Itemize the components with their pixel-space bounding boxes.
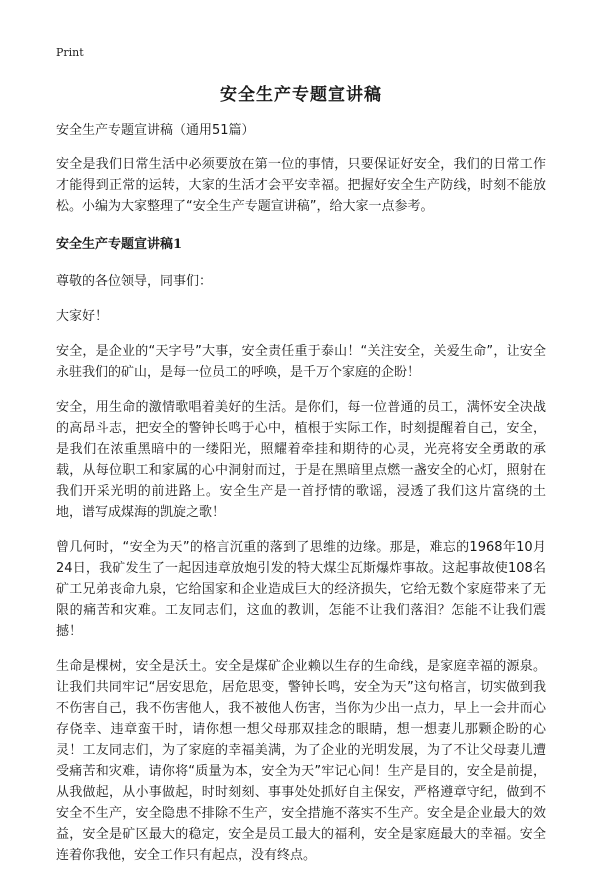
page-title: 安全生产专题宣讲稿 <box>220 85 382 105</box>
paragraph: 安全，是企业的“天字号”大事，安全责任重于泰山！“关注安全，关爱生命”，让安全永驻我们的矿山，是每一位员工的呼唤，是千万个家庭的企盼！ <box>56 344 546 380</box>
paragraph: 曾几何时，“安全为天”的格言沉重的落到了思维的边缘。那是，难忘的1968年10月24日，我矿发生了一起因违章放炮引发的特大煤尘瓦斯爆炸事故。这起事故使108名矿工兄弟丧命九泉，它给国家和企业造成巨大的经济损失，它给无数个家庭带来了无限的痛苦和灾难。工友同志们，这血的教训，怎能不让我们落泪？怎能不让我们震撼！ <box>56 540 546 639</box>
article-subtitle: 安全生产专题宣讲稿（通用51篇） <box>56 123 255 138</box>
intro-paragraph: 安全是我们日常生活中必须要放在第一位的事情，只要保证好安全，我们的日常工作才能得到正常的运转，大家的生活才会平安幸福。把握好安全生产防线，时刻不能放松。小编为大家整理了“安全生产专题宣讲稿”，给大家一点参考。 <box>56 157 546 214</box>
paragraph: 安全，用生命的激情歌唱着美好的生活。是你们，每一位普通的员工，满怀安全决战的高昂斗志，把安全的警钟长鸣于心中，植根于实际工作，时刻提醒着自己，安全，是我们在浓重黑暗中的一缕阳光，照耀着牵挂和期待的心灵，光亮将安全勇敢的承载，从每位职工和家属的心中洞射而过，于是在黑暗里点燃一盏安全的心灯，照射在我们开采光明的前进路上。安全生产是一首抒情的歌谣，浸透了我们这片富绕的土地，谱写成煤海的凯旋之歌！ <box>56 400 546 520</box>
article-body <box>56 120 546 880</box>
paragraph-hello: 大家好！ <box>56 309 109 324</box>
paragraph-greeting: 尊敬的各位领导，同事们： <box>56 274 213 289</box>
paragraph: 生命是棵树，安全是沃土。安全是煤矿企业赖以生存的生命线，是家庭幸福的源泉。让我们共同牢记“居安思危，居危思变，警钟长鸣，安全为天”这句格言，切实做到我不伤害自己，我不伤害他人，我不被他人伤害，当你为少出一点力，早上一会井而心存侥幸、违章蛮干时，请你想一想父母那双挂念的眼睛，想一想妻儿那颗企盼的心灵！工友同志们，为了家庭的幸福美满，为了企业的光明发展，为了不让父母妻儿遭受痛苦和灾难，请你将“质量为本，安全为天”牢记心间！生产是目的，安全是前提，从我做起，从小事做起，时时刻刻、事事处处抓好自主保安，严格遵章守纪，做到不安全不生产，安全隐患不排除不生产，安全措施不落实不生产。安全是企业最大的效益，安全是矿区最大的稳定，安全是员工最大的福利，安全是家庭最大的幸福。安全连着你我他，安全工作只有起点，没有终点。 <box>56 659 546 863</box>
section-heading: 安全生产专题宣讲稿1 <box>56 237 183 252</box>
print-link[interactable]: Print <box>56 46 84 59</box>
